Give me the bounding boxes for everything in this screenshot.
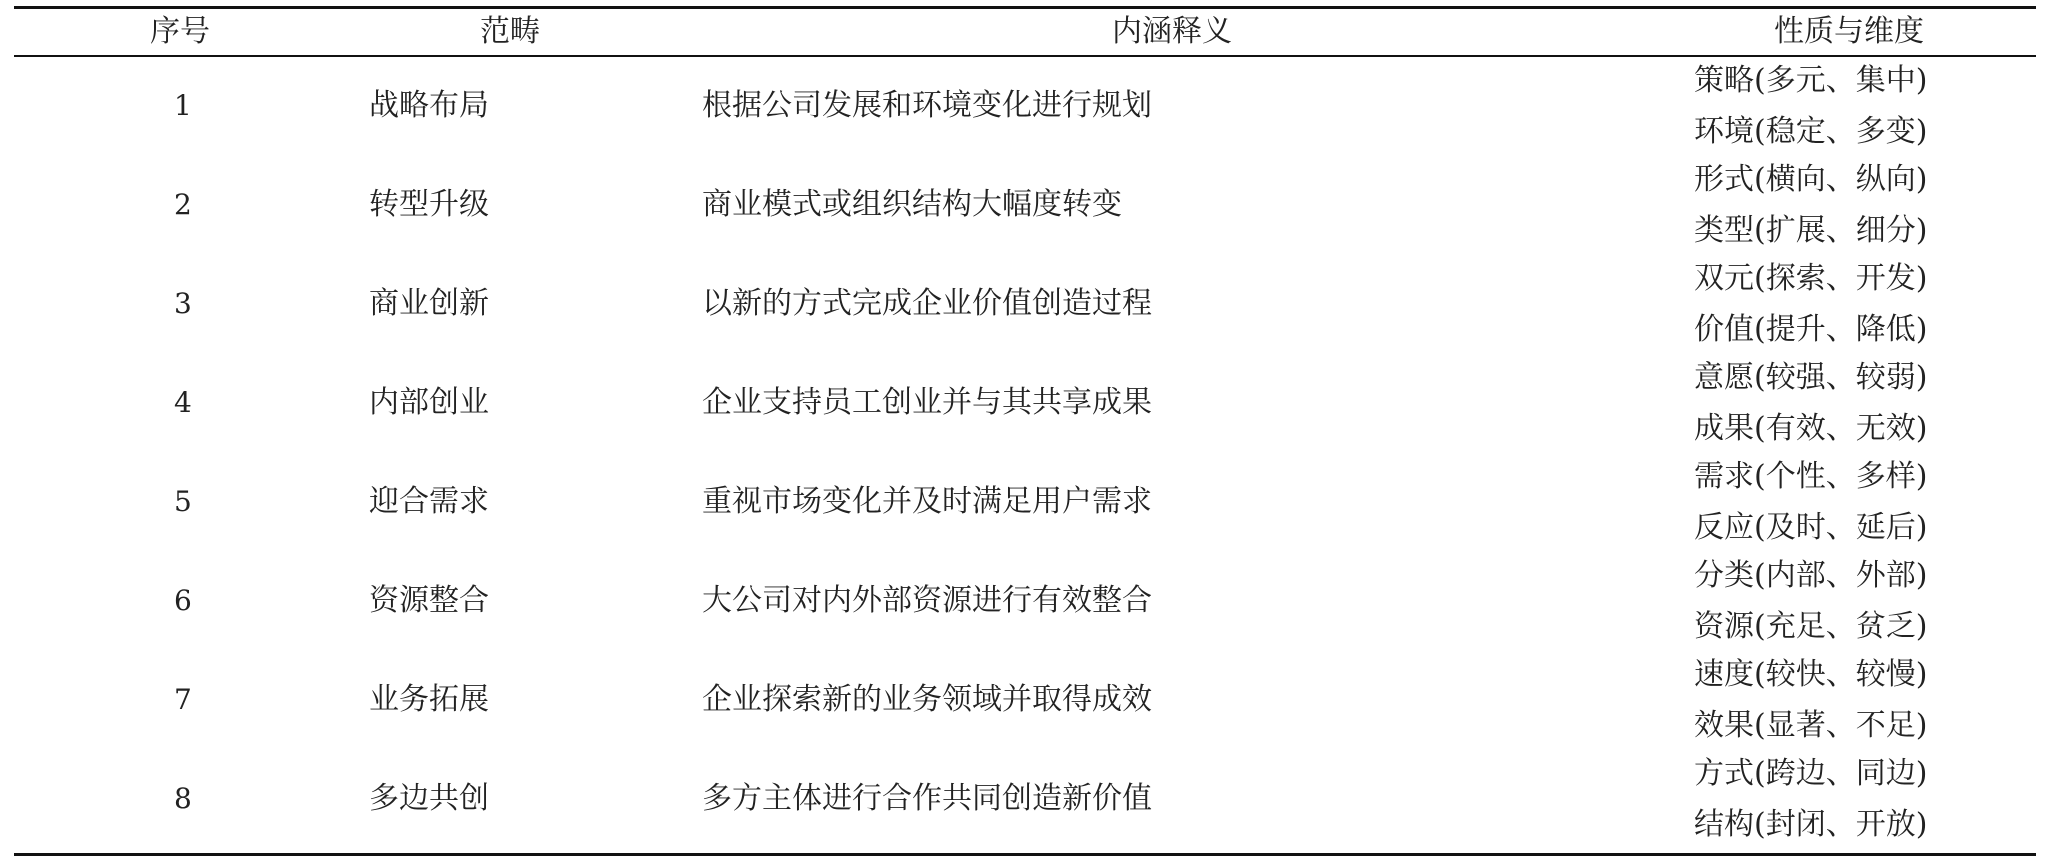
row-property-2: 环境(稳定、多变) xyxy=(1694,114,1928,149)
row-property-1: 方式(跨边、同边) xyxy=(1694,756,1928,791)
table-row xyxy=(14,651,2036,750)
row-seq: 7 xyxy=(174,683,192,716)
row-meaning: 根据公司发展和环境变化进行规划 xyxy=(702,88,1152,123)
row-property-2: 成果(有效、无效) xyxy=(1694,411,1928,446)
row-property-2: 反应(及时、延后) xyxy=(1694,510,1928,545)
row-property-2: 资源(充足、贫乏) xyxy=(1694,609,1928,644)
row-property-1: 分类(内部、外部) xyxy=(1694,558,1928,593)
row-property-1: 策略(多元、集中) xyxy=(1694,63,1928,98)
table-row xyxy=(14,156,2036,255)
row-category: 商业创新 xyxy=(369,286,489,321)
table-row xyxy=(14,255,2036,354)
row-property-1: 意愿(较强、较弱) xyxy=(1694,360,1928,395)
header-property: 性质与维度 xyxy=(1774,14,1924,49)
row-property-2: 效果(显著、不足) xyxy=(1694,708,1928,743)
table-bottom-rule xyxy=(14,853,2036,856)
header-seq: 序号 xyxy=(150,14,210,49)
row-property-2: 类型(扩展、细分) xyxy=(1694,213,1928,248)
row-category: 迎合需求 xyxy=(369,484,489,519)
header-meaning: 内涵释义 xyxy=(1112,14,1232,49)
row-meaning: 以新的方式完成企业价值创造过程 xyxy=(702,286,1152,321)
row-meaning: 商业模式或组织结构大幅度转变 xyxy=(702,187,1122,222)
row-category: 业务拓展 xyxy=(369,682,489,717)
row-seq: 2 xyxy=(174,188,192,221)
row-seq: 8 xyxy=(174,782,192,815)
row-meaning: 企业支持员工创业并与其共享成果 xyxy=(702,385,1152,420)
row-category: 资源整合 xyxy=(369,583,489,618)
row-category: 内部创业 xyxy=(369,385,489,420)
row-meaning: 企业探索新的业务领域并取得成效 xyxy=(702,682,1152,717)
row-seq: 5 xyxy=(174,485,192,518)
row-meaning: 多方主体进行合作共同创造新价值 xyxy=(702,781,1152,816)
row-property-2: 结构(封闭、开放) xyxy=(1694,807,1928,842)
row-property-1: 形式(横向、纵向) xyxy=(1694,162,1928,197)
row-property-1: 速度(较快、较慢) xyxy=(1694,657,1928,692)
table-row xyxy=(14,453,2036,552)
row-seq: 3 xyxy=(174,287,192,320)
row-category: 战略布局 xyxy=(369,88,489,123)
row-meaning: 大公司对内外部资源进行有效整合 xyxy=(702,583,1152,618)
row-property-2: 价值(提升、降低) xyxy=(1694,312,1928,347)
row-meaning: 重视市场变化并及时满足用户需求 xyxy=(702,484,1152,519)
row-seq: 6 xyxy=(174,584,192,617)
table-header xyxy=(14,9,2036,55)
table-row xyxy=(14,354,2036,453)
row-property-1: 需求(个性、多样) xyxy=(1694,459,1928,494)
row-category: 多边共创 xyxy=(369,781,489,816)
row-seq: 1 xyxy=(174,89,192,122)
row-seq: 4 xyxy=(174,386,192,419)
table-row xyxy=(14,750,2036,849)
table-row xyxy=(14,57,2036,156)
table-row xyxy=(14,552,2036,651)
row-property-1: 双元(探索、开发) xyxy=(1694,261,1928,296)
row-category: 转型升级 xyxy=(369,187,489,222)
header-category: 范畴 xyxy=(480,14,540,49)
